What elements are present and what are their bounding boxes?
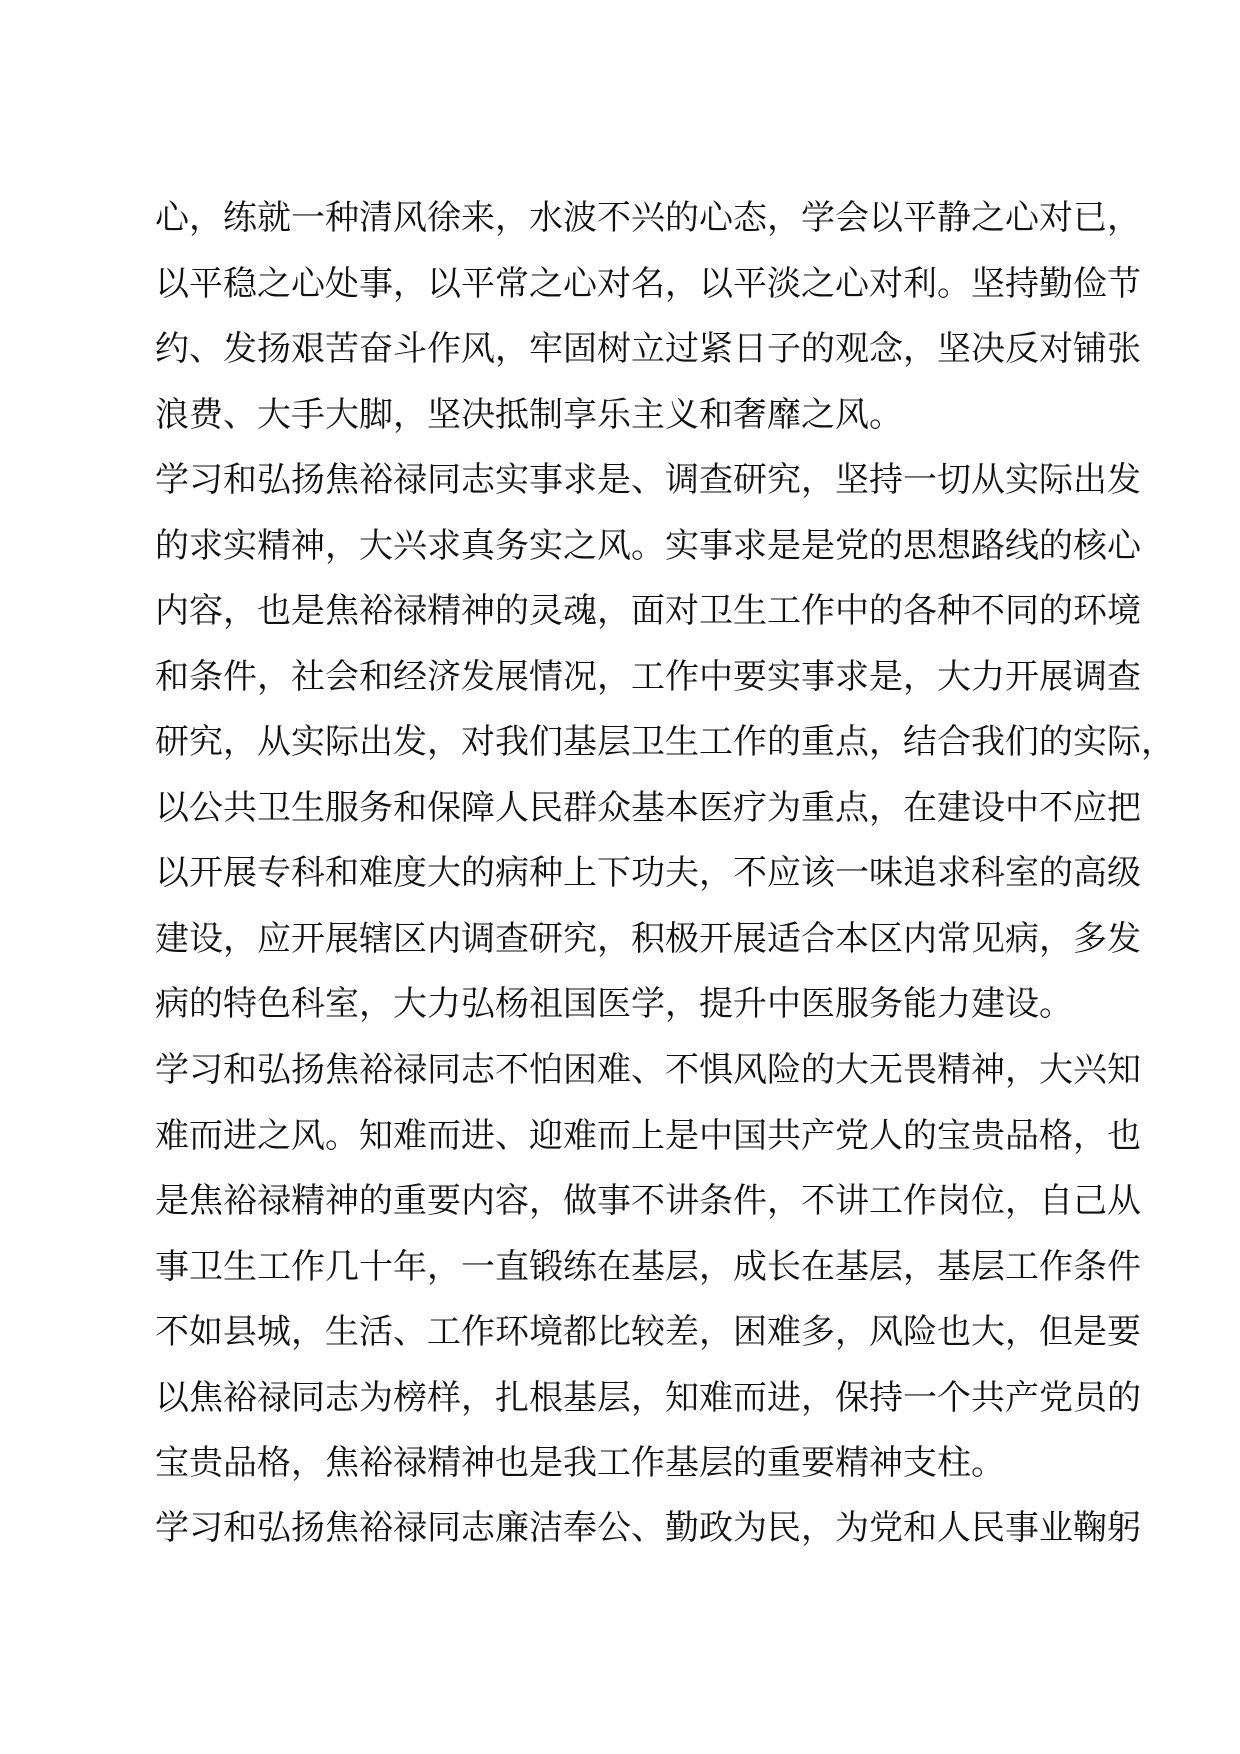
text-line: 的求实精神，大兴求真务实之风。实事求是是党的思想路线的核心 (155, 525, 1141, 566)
paragraph-1 (155, 186, 1141, 448)
paragraph-2 (155, 448, 1175, 1038)
text-line: 和条件，社会和经济发展情况，工作中要实事求是，大力开展调查 (155, 656, 1141, 697)
text-line: 学习和弘扬焦裕禄同志不怕困难、不惧风险的大无畏精神，大兴知 (155, 1050, 1141, 1090)
paragraph-3 (155, 1038, 1141, 1497)
text-line: 约、发扬艰苦奋斗作风，牢固树立过紧日子的观念，坚决反对铺张 (155, 329, 1141, 369)
text-line: 研究，从实际出发，对我们基层卫生工作的重点，结合我们的实际， (155, 722, 1175, 762)
text-line: 是焦裕禄精神的重要内容，做事不讲条件，不讲工作岗位，自己从 (155, 1181, 1141, 1221)
text-line: 以开展专科和难度大的病种上下功夫，不应该一味追求科室的高级 (155, 853, 1141, 893)
text-line: 不如县城，生活、工作环境都比较差，困难多，风险也大，但是要 (155, 1312, 1141, 1352)
text-line: 建设，应开展辖区内调查研究，积极开展适合本区内常见病，多发 (155, 918, 1141, 959)
paragraph-4 (155, 1496, 1141, 1562)
text-line: 内容，也是焦裕禄精神的灵魂，面对卫生工作中的各种不同的环境 (155, 591, 1141, 631)
text-line: 以平稳之心处事，以平常之心对名，以平淡之心对利。坚持勤俭节 (155, 263, 1141, 304)
text-line: 学习和弘扬焦裕禄同志实事求是、调查研究，坚持一切从实际出发 (155, 460, 1141, 500)
text-line: 病的特色科室，大力弘杨祖国医学，提升中医服务能力建设。 (155, 984, 1073, 1024)
text-line: 以公共卫生服务和保障人民群众基本医疗为重点，在建设中不应把 (155, 787, 1141, 828)
text-line: 心，练就一种清风徐来，水波不兴的心态，学会以平静之心对已， (155, 198, 1141, 238)
text-line: 事卫生工作几十年，一直锻练在基层，成长在基层，基层工作条件 (155, 1246, 1141, 1287)
text-line: 学习和弘扬焦裕禄同志廉洁奉公、勤政为民，为党和人民事业鞠躬 (155, 1508, 1141, 1548)
text-line: 以焦裕禄同志为榜样，扎根基层，知难而进，保持一个共产党员的 (155, 1377, 1141, 1418)
text-line: 难而进之风。知难而进、迎难而上是中国共产党人的宝贵品格，也 (155, 1115, 1141, 1156)
text-line: 宝贵品格，焦裕禄精神也是我工作基层的重要精神支柱。 (155, 1443, 1005, 1483)
text-line: 浪费、大手大脚，坚决抵制享乐主义和奢靡之风。 (155, 394, 903, 435)
